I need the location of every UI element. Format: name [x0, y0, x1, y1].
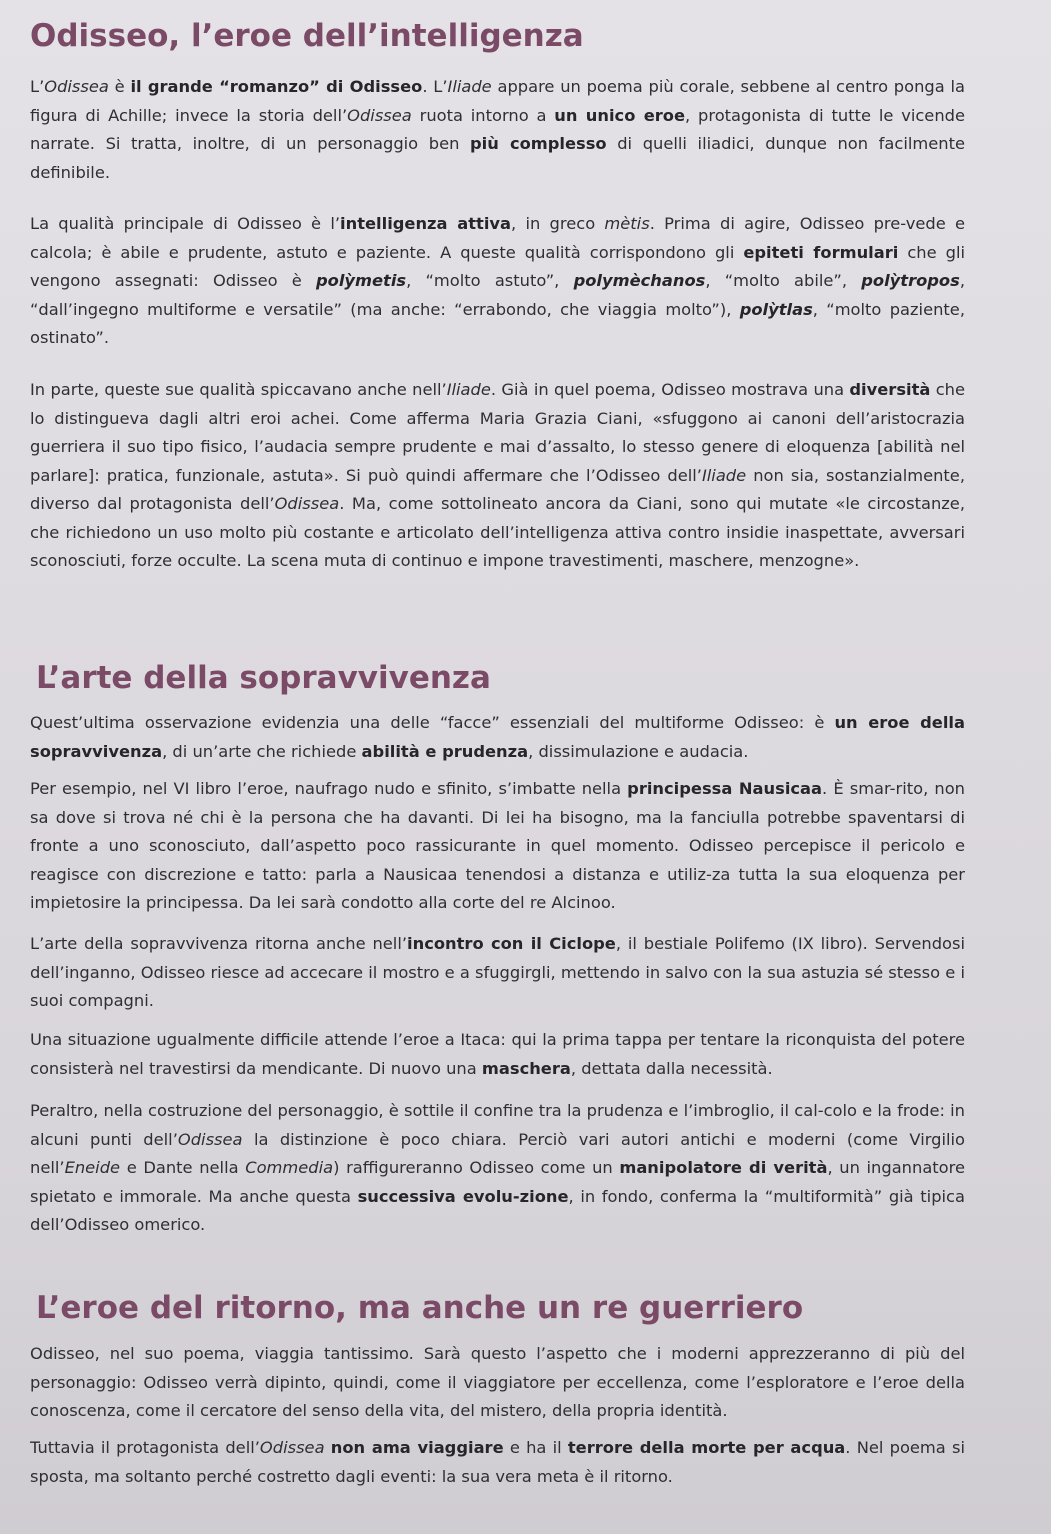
emphasis-text: terrore della morte per acqua [567, 1438, 846, 1457]
text-run: , in fondo, conferma la “multiformità” già tipica dell’Odisseo omerico. [30, 1186, 965, 1234]
text-run: di quelli iliadici, dunque non facilmente definibile. [30, 134, 965, 182]
emphasis-text: Commedia [245, 1158, 334, 1177]
text-run: Odisseo, nel suo poema, viaggia tantissimo. Sarà questo l’aspetto che i moderni apprezzeranno di più del personaggio: Odisseo verrà dipinto, quindi, come il viaggiatore per eccellenza, come l’esploratore e l’eroe della conoscenza, come il cercatore del senso della vita, del mistero, della propria identità. [30, 1344, 965, 1420]
text-run: Quest’ultima osservazione evidenzia una delle “facce” essenziali del multiforme Odisseo: è [30, 713, 835, 732]
text-run: , il bestiale Polifemo (IX libro). Servendosi dell’inganno, Odisseo riesce ad accecare il mostro e a sfuggirgli, mettendo in salvo con la sua astuzia sé stesso e i suoi compagni. [30, 934, 966, 1010]
emphasis-text: Odissea [259, 1438, 325, 1457]
emphasis-text: il grande “romanzo” di Odisseo [130, 77, 423, 96]
emphasis-text: incontro con il Ciclope [407, 934, 616, 953]
text-run: e Dante nella [120, 1158, 246, 1177]
text-run: non sia, sostanzialmente, diverso dal protagonista dell’ [30, 465, 965, 513]
text-run: che lo distingueva dagli altri eroi achei. Come afferma Maria Grazia Ciani, «sfuggono ai canoni dell’aristocrazia guerriera il suo tipo fisico, l’audacia sempre prudente e mai d’assalto, lo stesso genere di eloquenza [abilità nel parlare]: pratica, funzionale, astuta». Si può quindi affermare che l’Odisseo dell’ [30, 380, 965, 485]
text-run: Tuttavia il protagonista dell’ [30, 1438, 260, 1457]
paragraph [30, 930, 965, 1016]
emphasis-text: mètis [604, 214, 650, 233]
text-run: , dettata dalla necessità. [570, 1058, 773, 1078]
text-run: che gli vengono assegnati: Odisseo è [30, 242, 965, 290]
emphasis-text: polỳmetis [316, 271, 407, 290]
emphasis-text: Odissea [347, 105, 412, 125]
text-run: , protagonista di tutte le vicende narrate. Si tratta, inoltre, di un personaggio ben [30, 105, 965, 153]
emphasis-text: Odissea [177, 1129, 243, 1149]
emphasis-text: manipolatore di verità [619, 1158, 828, 1177]
paragraph [30, 210, 965, 353]
text-run: Una situazione ugualmente difficile attende l’eroe a Itaca: qui la prima tappa per tentare la riconquista del potere consisterà nel travestirsi da mendicante. Di nuovo una [30, 1030, 965, 1078]
text-run: . Prima di agire, Odisseo pre-vede e calcola; è abile e prudente, astuto e paziente. A queste qualità corrispondono gli [30, 214, 965, 262]
paragraph [30, 376, 965, 576]
emphasis-text: abilità e prudenza [361, 741, 529, 761]
text-run: , “molto paziente, ostinato”. [30, 299, 965, 347]
text-run: . È smar-rito, non sa dove si trova né chi è la persona che ha davanti. Di lei ha bisogno, ma la fanciulla potrebbe spaventarsi di fronte a uno sconosciuto, dall’aspetto poco rassicurante in quel momento. Odisseo percepisce il pericolo e reagisce con discrezione e tatto: parla a Nausicaa tenendosi a distanza e utiliz-za tutta la sua eloquenza per impietosire la principessa. Da lei sarà condotto alla corte del re Alcinoo. [30, 779, 966, 912]
paragraph [30, 1097, 965, 1240]
text-run: . L’ [422, 77, 448, 96]
emphasis-text: un unico eroe [554, 105, 686, 125]
emphasis-text: più complesso [470, 134, 607, 153]
text-run: e ha il [503, 1438, 568, 1457]
text-run: In parte, queste sue qualità spiccavano anche nell’ [30, 380, 447, 399]
text-run: , di un’arte che richiede [162, 741, 362, 761]
text-run: , in greco [511, 214, 605, 233]
text-run: Peraltro, nella costruzione del personaggio, è sottile il confine tra la prudenza e l’imbroglio, il cal-colo e la frode: in alcuni punti dell’ [30, 1101, 965, 1149]
text-run: , un ingannatore spietato e immorale. Ma anche questa [30, 1158, 965, 1206]
text-run: L’arte della sopravvivenza ritorna anche nell’ [30, 934, 408, 953]
emphasis-text: non ama viaggiare [330, 1438, 504, 1457]
emphasis-text: polymèchanos [573, 271, 706, 290]
text-run: , “molto astuto”, [406, 271, 574, 290]
text-run: L’ [30, 77, 45, 96]
emphasis-text: successiva evolu-zione [357, 1186, 569, 1206]
text-run: . Nel poema si sposta, ma soltanto perché costretto dagli eventi: la sua vera meta è il ritorno. [30, 1438, 965, 1486]
emphasis-text: maschera [481, 1058, 571, 1078]
text-run: Per esempio, nel VI libro l’eroe, naufrago nudo e sfinito, s’imbatte nella [30, 779, 628, 798]
paragraph [30, 1026, 965, 1083]
emphasis-text: intelligenza attiva [340, 214, 512, 233]
emphasis-text: polỳtlas [739, 299, 813, 319]
emphasis-text: polỳtropos [861, 271, 960, 290]
emphasis-text: epiteti formulari [743, 242, 899, 262]
emphasis-text: Odissea [44, 77, 109, 96]
emphasis-text: un eroe della sopravvivenza [30, 713, 965, 761]
text-run: . Ma, come sottolineato ancora da Ciani, sono qui mutate «le circostanze, che richiedono un uso molto più costante e articolato dell’intelligenza attiva contro insidie inaspettate, avversari sconosciuti, forze occulte. La scena muta di continuo e impone travestimenti, maschere, menzogne». [30, 494, 966, 570]
emphasis-text: Odissea [274, 494, 340, 513]
text-run: la distinzione è poco chiara. Perciò vari autori antichi e moderni (come Virgilio nell’ [30, 1129, 965, 1177]
paragraph [30, 775, 965, 918]
text-run: ) raffigureranno Odisseo come un [333, 1158, 620, 1177]
paragraph [30, 1340, 965, 1426]
section-title: L’arte della sopravvivenza [36, 660, 491, 696]
text-run: , dissimulazione e audacia. [528, 741, 749, 761]
text-run: . Già in quel poema, Odisseo mostrava una [490, 380, 850, 399]
emphasis-text: Iliade [447, 77, 492, 96]
section-title: L’eroe del ritorno, ma anche un re guerriero [36, 1290, 804, 1326]
text-run: , “dall’ingegno multiforme e versatile” (ma anche: “errabondo, che viaggia molto”), [30, 271, 965, 319]
emphasis-text: diversità [849, 380, 931, 399]
paragraph [30, 73, 965, 187]
text-run: , “molto abile”, [705, 271, 862, 290]
text-run: è [108, 77, 131, 96]
section-title: Odisseo, l’eroe dell’intelligenza [30, 18, 584, 54]
emphasis-text: Eneide [64, 1158, 121, 1177]
emphasis-text: Iliade [701, 465, 747, 485]
text-run: appare un poema più corale, sebbene al centro ponga la figura di Achille; invece la storia dell’ [30, 77, 965, 125]
text-run: La qualità principale di Odisseo è l’ [30, 214, 341, 233]
paragraph [30, 709, 965, 766]
text-run: ruota intorno a [411, 105, 555, 125]
paragraph [30, 1434, 965, 1491]
emphasis-text: principessa Nausicaa [627, 779, 823, 798]
emphasis-text: Iliade [446, 380, 491, 399]
